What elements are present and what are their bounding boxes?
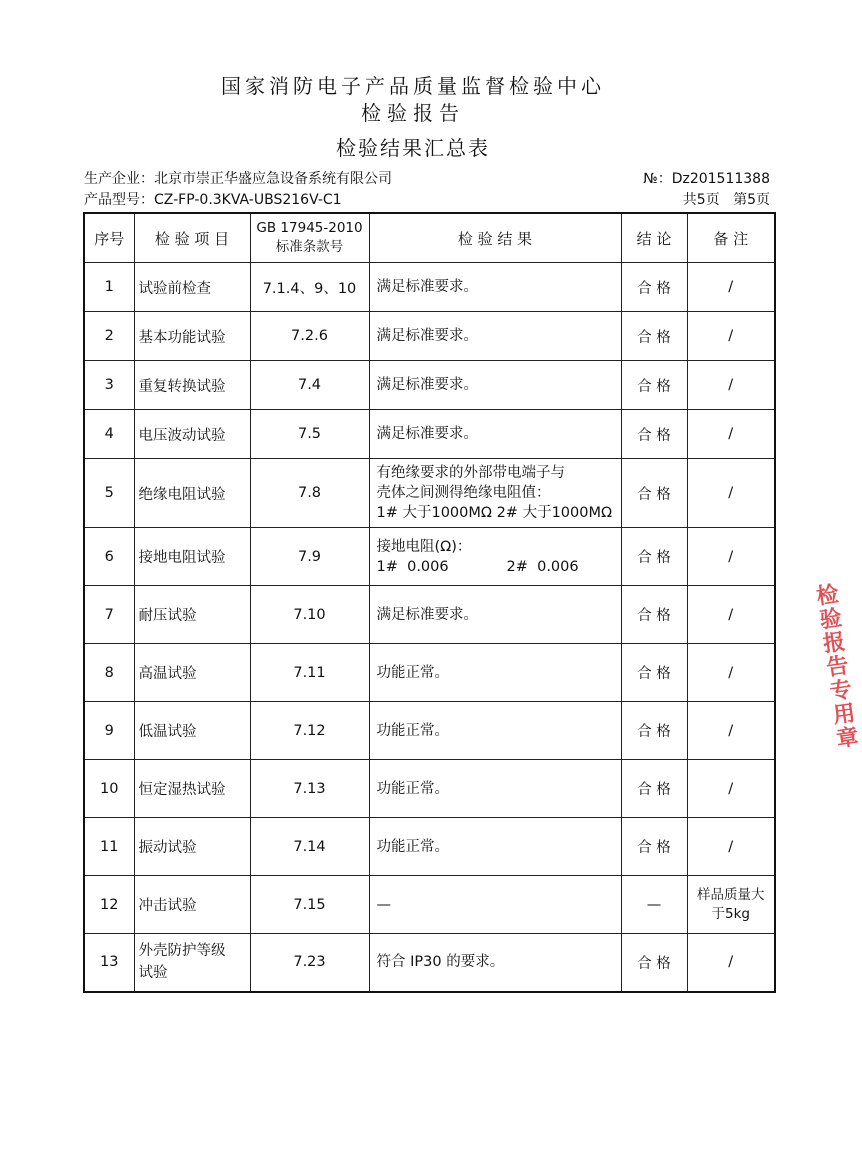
row-conclusion: 合 格 [621, 410, 687, 459]
row-result [369, 459, 621, 528]
row-result: 满足标准要求。 [369, 361, 621, 410]
row-item: 低温试验 [134, 702, 250, 760]
result-value-2: 2# 0.006 [506, 558, 579, 575]
table-row [84, 459, 775, 528]
row-conclusion: 合 格 [621, 528, 687, 586]
row-clause: 7.9 [250, 528, 369, 586]
row-item: 冲击试验 [134, 876, 250, 934]
row-conclusion: 合 格 [621, 586, 687, 644]
result-line: 壳体之间测得绝缘电阻值： [376, 485, 551, 501]
row-conclusion: 合 格 [621, 934, 687, 992]
row-seq: 9 [84, 702, 134, 760]
table-header-row [84, 213, 775, 263]
row-remark: / [687, 361, 775, 410]
table-row [84, 361, 775, 410]
remark-line: 样品质量大 [697, 886, 765, 903]
row-result: 功能正常。 [369, 760, 621, 818]
item-line: 外壳防护等级 [138, 943, 226, 960]
row-remark: / [687, 263, 775, 312]
row-seq: 10 [84, 760, 134, 818]
header-result: 检 验 结 果 [369, 213, 621, 263]
row-conclusion: 合 格 [621, 312, 687, 361]
item-line: 试验 [138, 965, 168, 982]
row-seq: 11 [84, 818, 134, 876]
row-seq: 13 [84, 934, 134, 992]
report-title: 检验报告 [361, 101, 465, 125]
row-item: 试验前检查 [134, 263, 250, 312]
row-item: 电压波动试验 [134, 410, 250, 459]
row-remark: / [687, 644, 775, 702]
company-label: 生产企业： [84, 171, 154, 187]
row-conclusion: — [621, 876, 687, 934]
row-item: 恒定湿热试验 [134, 760, 250, 818]
row-seq: 2 [84, 312, 134, 361]
table-row [84, 528, 775, 586]
table-row [84, 876, 775, 934]
row-seq: 12 [84, 876, 134, 934]
row-remark: / [687, 760, 775, 818]
header-standard-line1: GB 17945-2010 [256, 220, 363, 236]
header-remark: 备 注 [687, 213, 775, 263]
row-conclusion: 合 格 [621, 263, 687, 312]
row-item [134, 934, 250, 992]
row-seq: 4 [84, 410, 134, 459]
organization-name: 国家消防电子产品质量监督检验中心 [221, 74, 605, 98]
model-line [84, 189, 342, 209]
row-conclusion: 合 格 [621, 361, 687, 410]
header-seq: 序号 [84, 213, 134, 263]
page-info [683, 189, 770, 209]
table-row [84, 263, 775, 312]
row-item: 绝缘电阻试验 [134, 459, 250, 528]
row-clause: 7.8 [250, 459, 369, 528]
company-line [84, 168, 392, 188]
company-value: 北京市崇正华盛应急设备系统有限公司 [154, 171, 392, 187]
row-item: 重复转换试验 [134, 361, 250, 410]
row-clause: 7.5 [250, 410, 369, 459]
table-row [84, 312, 775, 361]
row-clause: 7.2.6 [250, 312, 369, 361]
row-clause: 7.11 [250, 644, 369, 702]
row-conclusion: 合 格 [621, 818, 687, 876]
table-row [84, 586, 775, 644]
row-remark: / [687, 818, 775, 876]
row-clause: 7.15 [250, 876, 369, 934]
row-seq: 3 [84, 361, 134, 410]
result-line [377, 557, 617, 577]
table-row [84, 702, 775, 760]
row-result: 功能正常。 [369, 702, 621, 760]
row-remark: / [687, 459, 775, 528]
row-item: 耐压试验 [134, 586, 250, 644]
row-result: 功能正常。 [369, 644, 621, 702]
row-result: 满足标准要求。 [369, 410, 621, 459]
row-remark: / [687, 410, 775, 459]
row-conclusion: 合 格 [621, 459, 687, 528]
row-remark: / [687, 702, 775, 760]
row-conclusion: 合 格 [621, 702, 687, 760]
row-remark [687, 876, 775, 934]
row-result: 符合 IP30 的要求。 [369, 934, 621, 992]
row-result: 满足标准要求。 [369, 586, 621, 644]
row-result: 满足标准要求。 [369, 263, 621, 312]
table-row [84, 644, 775, 702]
row-clause: 7.13 [250, 760, 369, 818]
model-label: 产品型号： [84, 192, 154, 208]
row-seq: 5 [84, 459, 134, 528]
row-result: 满足标准要求。 [369, 312, 621, 361]
row-conclusion: 合 格 [621, 644, 687, 702]
row-result: — [369, 876, 621, 934]
row-remark: / [687, 528, 775, 586]
table-row [84, 934, 775, 992]
result-line: 1# 大于1000MΩ 2# 大于1000MΩ [376, 505, 613, 521]
row-result [369, 528, 621, 586]
header-item: 检 验 项 目 [134, 213, 250, 263]
row-seq: 1 [84, 263, 134, 312]
table-row [84, 410, 775, 459]
red-seal-stamp: 检验报告专用章 [811, 581, 860, 752]
table-row [84, 760, 775, 818]
row-remark: / [687, 934, 775, 992]
row-item: 振动试验 [134, 818, 250, 876]
row-clause: 7.12 [250, 702, 369, 760]
row-remark: / [687, 586, 775, 644]
row-item: 基本功能试验 [134, 312, 250, 361]
row-clause: 7.23 [250, 934, 369, 992]
result-line: 有绝缘要求的外部带电端子与 [376, 465, 565, 481]
row-clause: 7.4 [250, 361, 369, 410]
results-table [83, 212, 776, 993]
table-row [84, 818, 775, 876]
row-seq: 8 [84, 644, 134, 702]
row-clause: 7.14 [250, 818, 369, 876]
row-result: 功能正常。 [369, 818, 621, 876]
remark-line: 于5kg [711, 905, 750, 922]
summary-title: 检验结果汇总表 [336, 136, 490, 160]
report-number: №：Dz201511388 [643, 171, 770, 187]
result-line: 接地电阻(Ω)： [376, 538, 472, 555]
header-standard-line2: 标准条款号 [275, 239, 344, 255]
result-value-1: 1# 0.006 [376, 558, 449, 575]
row-item: 接地电阻试验 [134, 528, 250, 586]
row-clause: 7.1.4、9、10 [250, 263, 369, 312]
row-remark: / [687, 312, 775, 361]
row-clause: 7.10 [250, 586, 369, 644]
header-standard [250, 213, 369, 263]
current-page: 第5页 [733, 192, 770, 208]
row-conclusion: 合 格 [621, 760, 687, 818]
row-item: 高温试验 [134, 644, 250, 702]
row-seq: 6 [84, 528, 134, 586]
header-conclusion: 结 论 [621, 213, 687, 263]
model-value: CZ-FP-0.3KVA-UBS216V-C1 [154, 192, 342, 208]
total-pages: 共5页 [682, 192, 720, 208]
row-seq: 7 [84, 586, 134, 644]
